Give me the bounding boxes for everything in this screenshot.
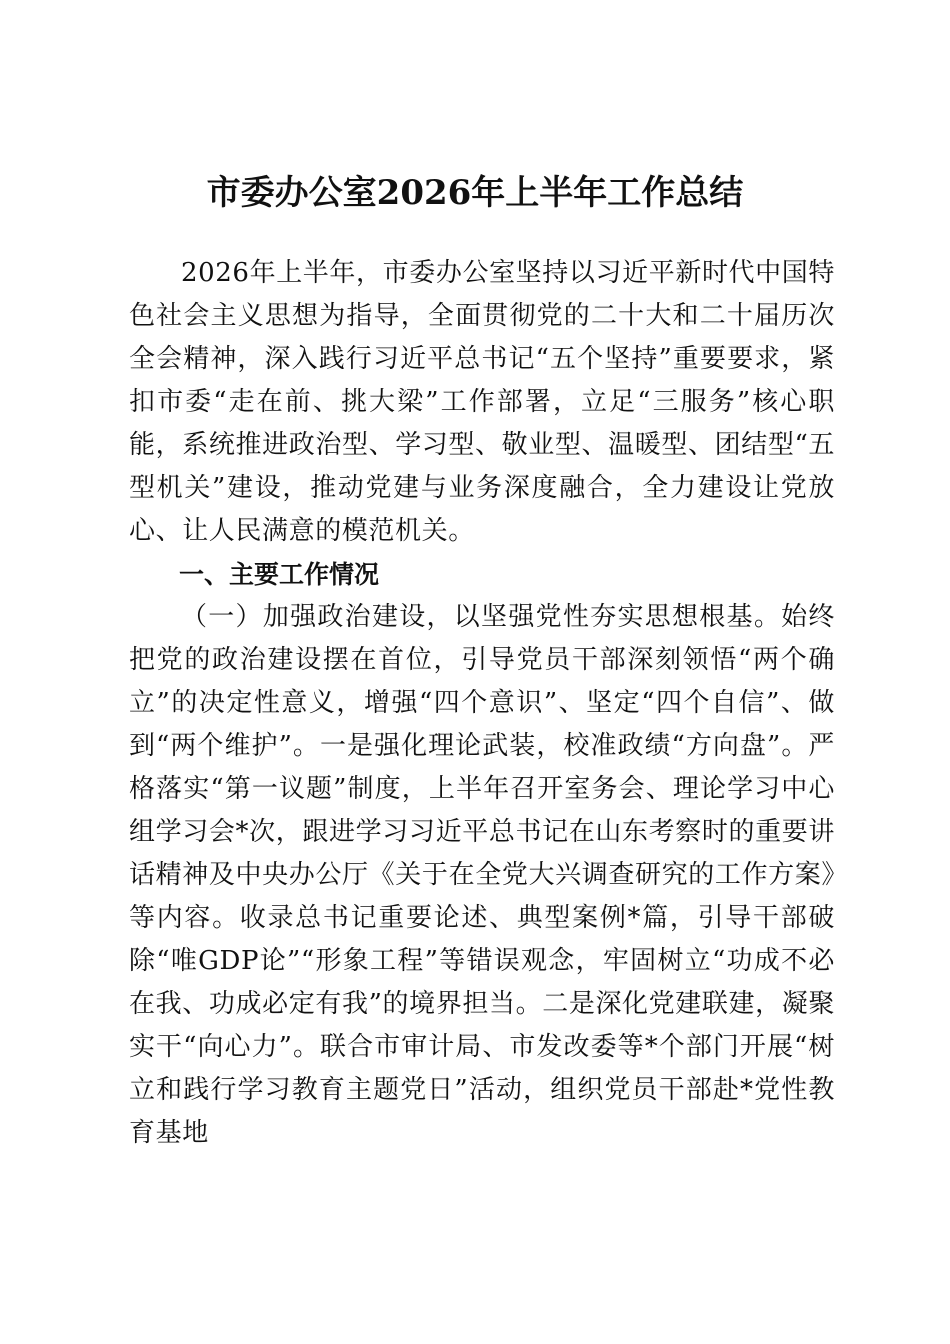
section-heading: 一、主要工作情况 (179, 560, 380, 589)
document-title: 市委办公室2026年上半年工作总结 (206, 173, 744, 213)
intro-paragraph: 2026年上半年，市委办公室坚持以习近平新时代中国特色社会主义思想为指导，全面贯彻党的二十大和二十届历次全会精神，深入践行习近平总书记“五个坚持”重要要求，紧扣市委“走在前、挑大梁”工作部署，立足“三服务”核心职能，系统推进政治型、学习型、敬业型、温暖型、团结型“五型机关”建设，推动党建与业务深度融合，全力建设让党放心、让人民满意的模范机关。 (129, 258, 835, 546)
body-paragraph: （一）加强政治建设，以坚强党性夯实思想根基。始终把党的政治建设摆在首位，引导党员干部深刻领悟“两个确立”的决定性意义，增强“四个意识”、坚定“四个自信”、做到“两个维护”。一是强化理论武装，校准政绩“方向盘”。严格落实“第一议题”制度，上半年召开室务会、理论学习中心组学习会*次，跟进学习习近平总书记在山东考察时的重要讲话精神及中央办公厅《关于在全党大兴调查研究的工作方案》等内容。收录总书记重要论述、典型案例*篇，引导干部破除“唯GDP论”“形象工程”等错误观念，牢固树立“功成不必在我、功成必定有我”的境界担当。二是深化党建联建，凝聚实干“向心力”。联合市审计局、市发改委等*个部门开展“树立和践行学习教育主题党日”活动，组织党员干部赴*党性教育基地 (129, 602, 835, 1148)
document-body (129, 252, 835, 1155)
